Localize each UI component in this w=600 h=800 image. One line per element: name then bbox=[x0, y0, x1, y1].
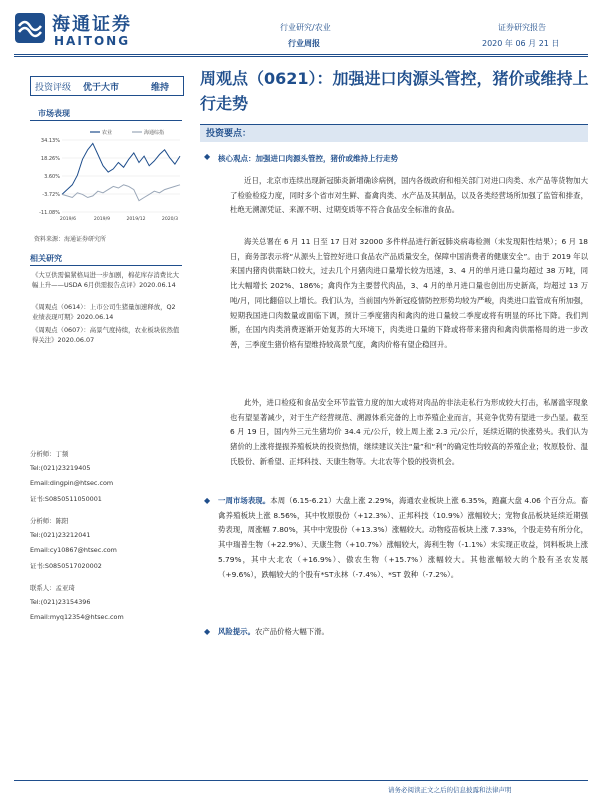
header-divider-thin bbox=[14, 56, 588, 57]
market-performance-label: 市场表现 bbox=[38, 109, 70, 118]
legend-label: 农业 bbox=[102, 130, 113, 136]
sidebar-divider bbox=[30, 120, 182, 121]
risk-title: 风险提示。 bbox=[218, 627, 255, 636]
y-tick-label: -11.08% bbox=[39, 210, 60, 216]
logo-en-text: HAITONG bbox=[54, 34, 131, 48]
bullet-icon: ◆ bbox=[204, 496, 211, 505]
contact-tel: Tel:(021)23154396 bbox=[30, 598, 91, 606]
related-item[interactable]: 《周观点（0614）：上市公司生猪量加速释放，Q2 业绩表现可期》2020.06.14 bbox=[32, 303, 176, 321]
analyst-name: 分析师：丁频 bbox=[30, 450, 69, 458]
bullet-icon: ◆ bbox=[204, 627, 211, 636]
analyst-email[interactable]: Email:cy10867@htsec.com bbox=[30, 546, 117, 554]
logo-cn-text: 海通证券 bbox=[52, 14, 132, 35]
report-category: 行业研究/农业 bbox=[280, 23, 331, 32]
report-date: 2020 年 06 月 21 日 bbox=[482, 39, 560, 48]
rating-box bbox=[30, 76, 184, 96]
analyst-name: 分析师：陈阳 bbox=[30, 517, 69, 525]
analyst-tel: Tel:(021)23212041 bbox=[30, 531, 91, 539]
market-text: 本周（6.15-6.21）大盘上涨 2.29%，海通农业板块上涨 6.35%，跑赢大盘 4.06 个百分点。畜禽养殖板块上涨 8.56%，其中牧原股份（+12.3%）、正邦科技（10.9%）涨幅较大；宠物食品板块延续近期强势表现，周涨幅 7.80%，其中中宠股份（+13.3%）涨幅较大。动物疫苗板块上涨 7.33%，个股走势有所分化，其中瑞普生物（+22.9%）、天康生物（+10.7%）涨幅较大，海利生物（-1.1%）未实现正收益，饲料板块上涨 5.79%，其中大北农（+16.9%）、傲农生物（+15.7%）涨幅较大。其他涨幅较大的个股有圣农发展（+9.6%），跌幅较大的个股有*ST永林（-7.4%）、*ST 敦种（-7.2%）。 bbox=[218, 496, 588, 579]
related-divider bbox=[30, 265, 182, 266]
x-tick-label: 2020/3 bbox=[161, 217, 179, 222]
y-tick-label: -3.72% bbox=[42, 192, 60, 198]
risk-paragraph bbox=[218, 625, 588, 640]
report-type: 行业周报 bbox=[288, 39, 320, 48]
analyst-cert: 证书:S0850517020002 bbox=[30, 562, 102, 570]
contact-email[interactable]: Email:myq12354@htsec.com bbox=[30, 613, 124, 621]
paragraph-1: 近日，北京市连续出现新冠肺炎新增确诊病例，国内各级政府和相关部门对进口肉类、水产品等货物加大了检验检疫力度，同时多个省市对生鲜、畜禽肉类、水产品及其制品，以及各类经营场所加强了监管和排查，杜绝无溯源凭证、来源不明、过期变质等不符合食品安全标准的食品。 bbox=[230, 176, 588, 215]
analyst-email[interactable]: Email:dingpin@htsec.com bbox=[30, 479, 114, 487]
bullet-icon: ◆ bbox=[204, 152, 211, 161]
analyst-tel: Tel:(021)23219405 bbox=[30, 464, 91, 472]
x-tick-label: 2019/12 bbox=[126, 217, 146, 222]
analyst-cert: 证书:S0850511050001 bbox=[30, 495, 102, 503]
risk-text: 农产品价格大幅下滑。 bbox=[254, 627, 329, 636]
rating-label: 投资评级 bbox=[35, 83, 72, 93]
y-tick-label: 34.13% bbox=[40, 138, 60, 144]
contact-name: 联系人：孟亚琦 bbox=[30, 584, 75, 592]
legend-label: 海通综指 bbox=[144, 130, 165, 136]
market-performance-chart bbox=[30, 126, 185, 226]
header-divider bbox=[14, 54, 588, 55]
y-tick-label: 3.60% bbox=[44, 174, 60, 180]
key-points-label: 投资要点： bbox=[206, 129, 252, 139]
rating-status: 维持 bbox=[151, 83, 170, 93]
doc-type: 证券研究报告 bbox=[498, 23, 546, 32]
disclaimer-footer: 请务必阅读正文之后的信息披露和法律声明 bbox=[388, 786, 512, 794]
x-tick-label: 2019/9 bbox=[93, 217, 111, 222]
related-research-label: 相关研究 bbox=[30, 254, 62, 263]
series-line-1 bbox=[62, 185, 180, 201]
chart-source: 资料来源：海通证券研究所 bbox=[34, 236, 107, 243]
market-paragraph bbox=[218, 494, 588, 582]
related-item[interactable]: 《周观点（0607）：高景气度持续，农业板块依然值得关注》2020.06.07 bbox=[32, 326, 180, 344]
rating-value: 优于大市 bbox=[83, 83, 120, 93]
market-title: 一周市场表现。 bbox=[218, 496, 271, 505]
x-tick-label: 2019/6 bbox=[59, 217, 77, 222]
haitong-logo-icon bbox=[14, 12, 46, 44]
y-tick-label: 18.26% bbox=[40, 156, 60, 162]
footer-divider bbox=[14, 780, 588, 781]
report-title: 周观点（0621）：加强进口肉源头管控，猪价或维持上行走势 bbox=[200, 69, 589, 113]
key-points-bar bbox=[200, 124, 588, 142]
paragraph-3: 此外，进口检疫和食品安全环节监管力度的加大或将对肉品的非法走私行为形成较大打击，私屠滥宰现象也有望显著减少，对于生产经营规范、溯源体系完备的上市养殖企业而言，其竞争优势有望进一步凸显。截至 6 月 19 日，国内外三元生猪均价 34.4 元/公斤，较上周上涨 2.3 元/公斤，延续近期的快涨势头。我们认为猪价的上涨将提振养殖板块的投资热情，继续建议关注“量”和“利”的确定性均较高的养殖企业；牧原股份、温氏股份、新希望、正邦科技、天康生物等。大北农等个股的投资机会。 bbox=[230, 398, 588, 466]
core-view-title: 核心观点：加强进口肉源头管控，猪价或维持上行走势 bbox=[218, 154, 398, 163]
company-logo bbox=[14, 8, 164, 52]
paragraph-2: 海关总署在 6 月 11 日至 17 日对 32000 多件样品进行新冠肺炎病毒检测（未发现阳性结果）；6 月 18 日，商务部表示将“从源头上管控好进口食品农产品质量安全，保障中国消费者的健康安全”。由于 2019 年以来国内猪肉供需缺口较大，过去几个月猪肉进口量增长较为迅速，3、4 月的单月进口量均超过 38 万吨，同比大幅增长 202%、186%；禽肉作为主要替代肉品，3、4 月的单月进口量也创出历史新高，均超过 13 万吨/月，同比翻倍以上增长。我们认为，当前国内外新冠疫情防控形势均较为严峻，肉类进口监管成有所加强，短期我国进口肉数量或面临下调，预计三季度猪肉和禽肉的进口量较二季度或将有明显的环比下降。我们判断，在国内肉类消费逐渐开始复苏的大环境下，肉类进口量的下降或将带来猪肉和禽肉供需格局的进一步改善，三季度生猪价格有望维持较高景气度，禽肉价格有望企稳回升。 bbox=[230, 237, 588, 349]
related-item[interactable]: 《大豆供需偏紧格局进一步加剧，棉花库存消费比大幅上升——USDA 6月供需报告点评》2020.06.14 bbox=[32, 271, 179, 289]
